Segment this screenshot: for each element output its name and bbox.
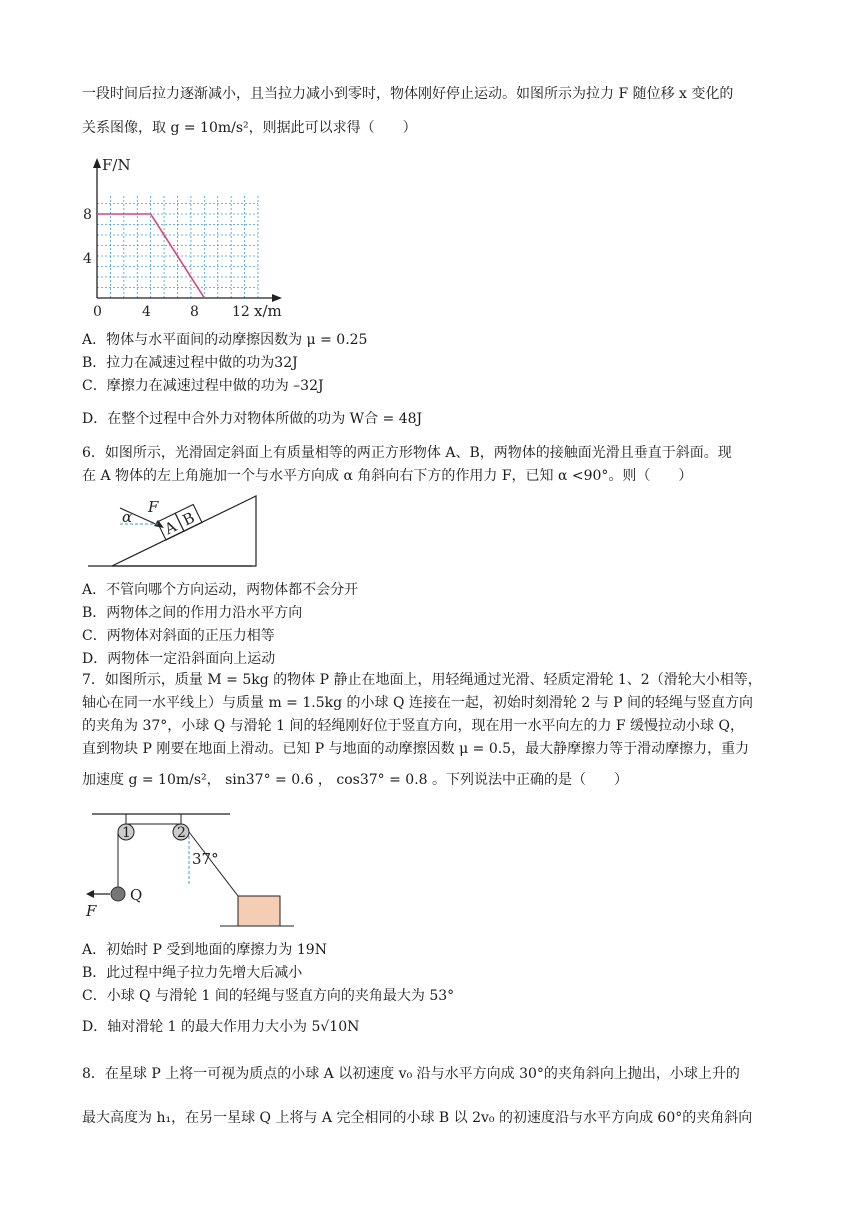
pulley-1-label: 1 [122, 825, 131, 841]
q7-option-c: C．小球 Q 与滑轮 1 间的轻绳与竖直方向的夹角最大为 53° [82, 988, 455, 1004]
y-tick-label-4: 4 [83, 251, 92, 267]
q7-option-a: A．初始时 P 受到地面的摩擦力为 19N [82, 942, 327, 958]
q6-option-b: B．两物体之间的作用力沿水平方向 [82, 605, 303, 621]
force-f-label: F [148, 498, 159, 516]
q6-text-line-1: 6．如图所示，光滑固定斜面上有质量相等的两正方形物体 A、B，两物体的接触面光滑且垂直于斜面。现 [82, 445, 732, 461]
x-axis-label: x/m [254, 302, 282, 320]
q5-option-d: D．在整个过程中合外力对物体所做的功为 W合 = 48J [82, 411, 423, 427]
q6-option-d: D．两物体一定沿斜面向上运动 [82, 651, 276, 667]
blocks-on-incline [157, 504, 202, 540]
ball-q [111, 887, 125, 901]
y-tick-label-8: 8 [83, 207, 92, 223]
force-f-arrowhead-icon [86, 890, 94, 898]
q6-option-a: A．不管向哪个方向运动，两物体都不会分开 [82, 582, 359, 598]
q7-text-line-4: 直到物块 P 刚要在地面上滑动。已知 P 与地面的动摩擦因数 μ = 0.5，最大静摩擦力等于滑动摩擦力，重力 [82, 741, 750, 757]
block-a-label: A [161, 517, 180, 539]
q7-text-line-1: 7．如图所示，质量 M = 5kg 的物体 P 静止在地面上，用轻绳通过光滑、轻质定滑轮 1、2（滑轮大小相等， [82, 672, 762, 688]
pulley-2-label: 2 [177, 825, 186, 841]
q7-text-line-2: 轴心在同一水平线上）与质量 m = 1.5kg 的小球 Q 连接在一起，初始时刻滑轮 2 与 P 间的轻绳与竖直方向 [82, 695, 754, 711]
q5-text-line-1: 一段时间后拉力逐渐减小，且当拉力减小到零时，物体刚好停止运动。如图所示为拉力 F 随位移 x 变化的 [82, 86, 734, 102]
q7-option-d: D．轴对滑轮 1 的最大作用力大小为 5√10N [82, 1019, 360, 1035]
force-displacement-chart [80, 156, 290, 336]
q8-text-line-1: 8．在星球 P 上将一可视为质点的小球 A 以初速度 v₀ 沿与水平方向成 30°的夹角斜向上抛出，小球上升的 [82, 1066, 740, 1082]
block-p [238, 896, 280, 926]
chart-axes [93, 158, 282, 302]
x-tick-label-12: 12 [232, 304, 250, 320]
ball-q-label: Q [130, 886, 143, 904]
q5-text-line-2: 关系图像，取 g = 10m/s²，则据此可以求得（ ） [82, 120, 417, 136]
x-axis-arrow-icon [272, 294, 282, 302]
q6-option-c: C．两物体对斜面的正压力相等 [82, 628, 275, 644]
q5-option-a: A．物体与水平面间的动摩擦因数为 μ = 0.25 [82, 332, 368, 348]
q6-text-line-2: 在 A 物体的左上角施加一个与水平方向成 α 角斜向右下方的作用力 F，已知 α <90°。则（ ） [82, 468, 693, 484]
chart-grid [97, 194, 258, 298]
y-axis-arrow-icon [93, 158, 101, 168]
q7-text-line-3: 的夹角为 37°，小球 Q 与滑轮 1 间的轻绳刚好位于竖直方向，现在用一水平向左的力 F 缓慢拉动小球 Q， [82, 718, 744, 734]
q5-option-c: C．摩擦力在减速过程中做的功为 –32J [82, 378, 324, 394]
block-b-label: B [179, 508, 198, 530]
pulley-figure [80, 806, 300, 932]
q7-option-b: B．此过程中绳子拉力先增大后减小 [82, 965, 303, 981]
angle-37-label: 37° [192, 850, 219, 868]
x-tick-label-4: 4 [142, 304, 151, 320]
x-tick-label-0: 0 [93, 304, 102, 320]
alpha-label: α [122, 508, 133, 526]
force-f-label: F [86, 902, 97, 920]
q8-text-line-2: 最大高度为 h₁，在另一星球 Q 上将与 A 完全相同的小球 B 以 2v₀ 的初速度沿与水平方向成 60°的夹角斜向 [82, 1110, 753, 1126]
x-tick-label-8: 8 [190, 304, 199, 320]
q5-option-b: B．拉力在减速过程中做的功为32J [82, 355, 298, 371]
y-axis-label: F/N [102, 156, 131, 174]
incline-figure [80, 490, 280, 572]
q7-text-line-5: 加速度 g = 10m/s²， sin37° = 0.6 ， cos37° = 0.8 。下列说法中正确的是（ ） [82, 772, 628, 788]
